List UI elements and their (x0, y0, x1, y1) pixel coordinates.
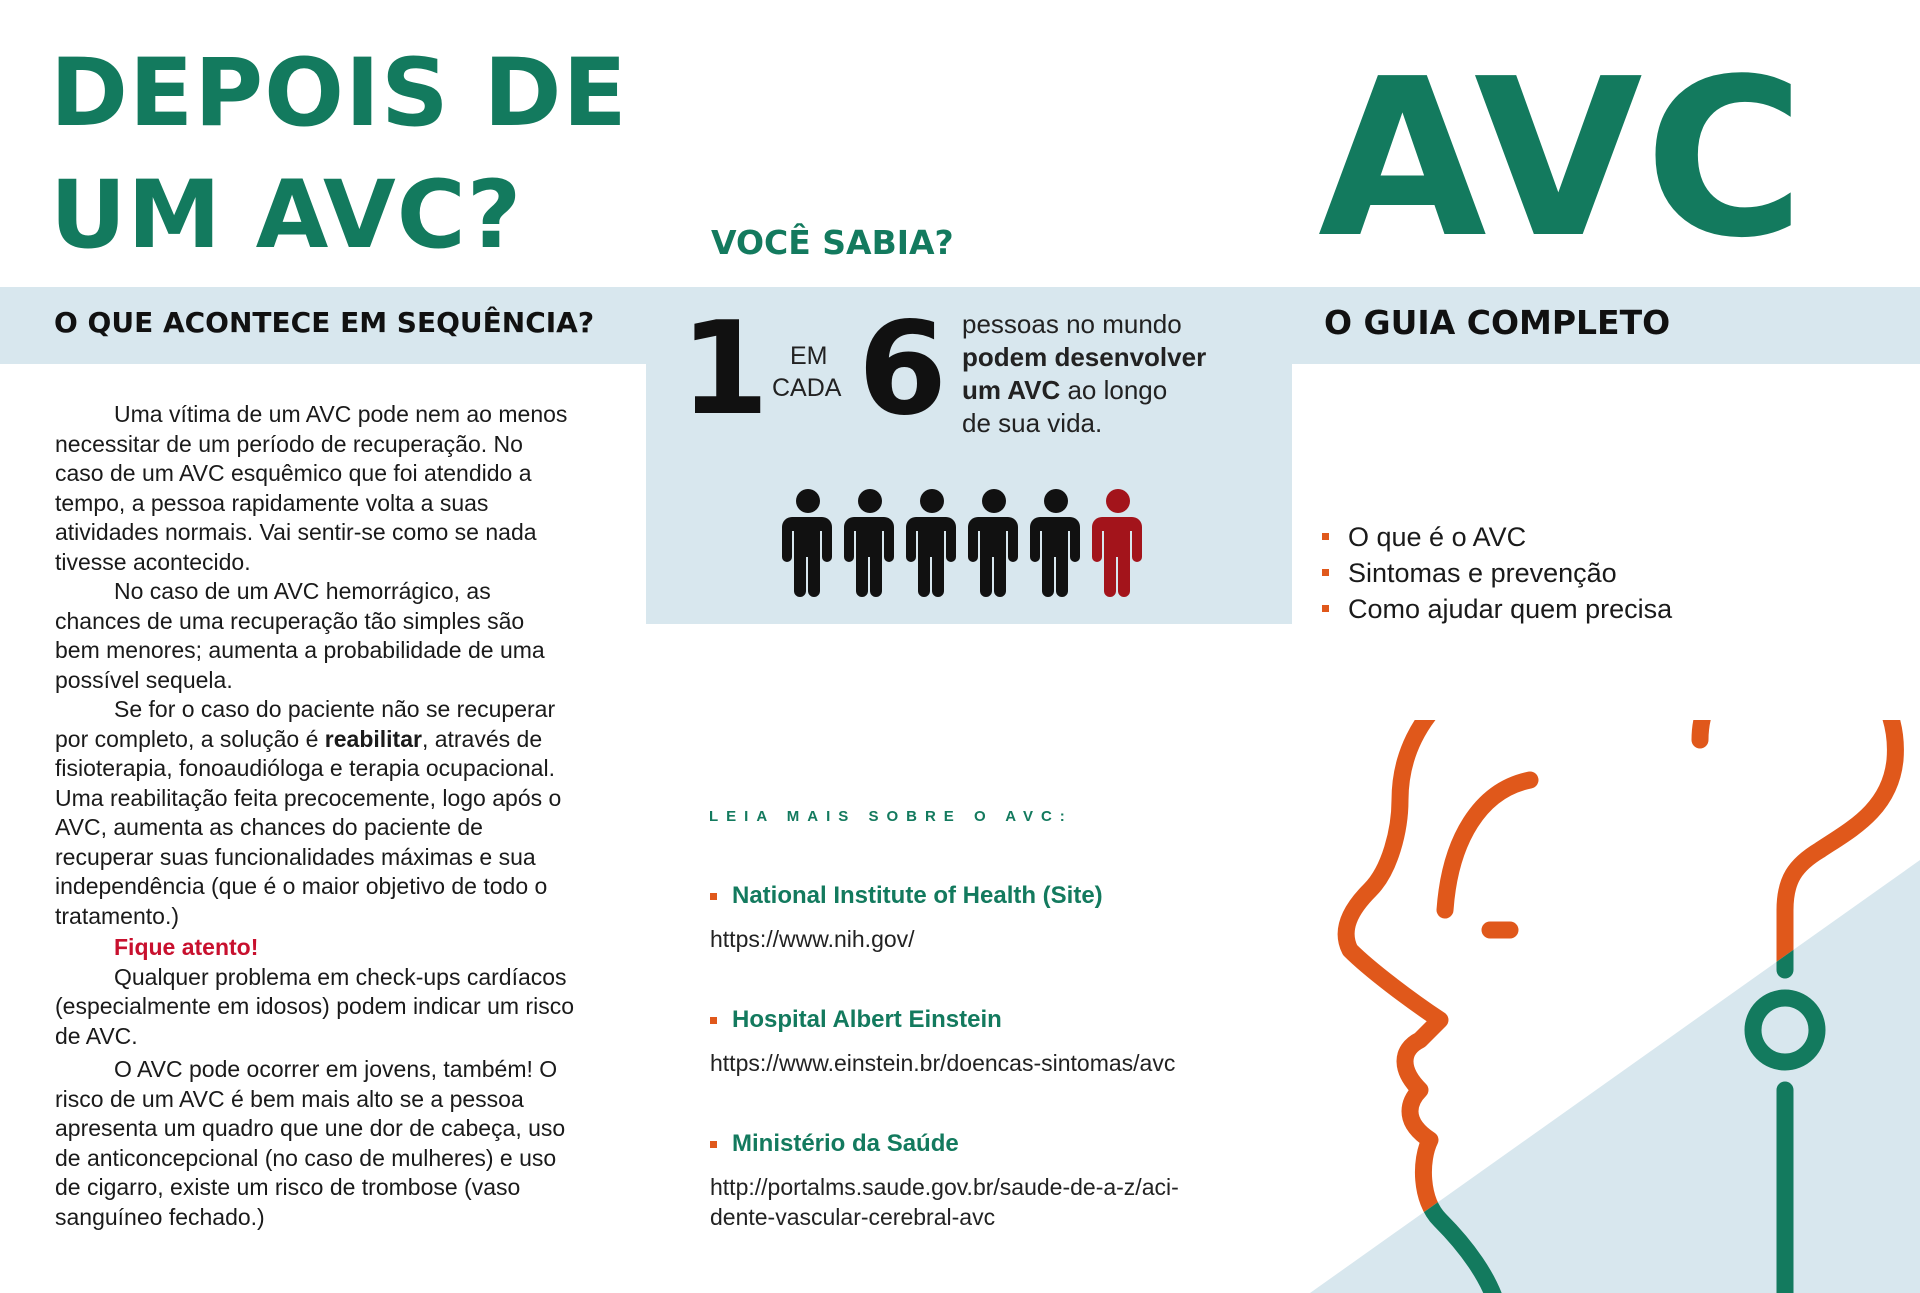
stat-text-bold2: um AVC (962, 375, 1061, 405)
link-title-einstein[interactable]: Hospital Albert Einstein (710, 1006, 1175, 1034)
rehab-text-after: , através de fisioterapia, fonoaudióloga e terapia ocupacional. Uma reabilitação feita precocemente, logo após o AVC, aumenta as chances do paciente de recuperar suas funcionalidades máximas e sua independência (que é o maior objetivo de todo o tratamento.) (55, 725, 562, 929)
link-url-ministerio[interactable] (710, 1172, 1179, 1232)
stat-text-line1: pessoas no mundo (962, 309, 1182, 339)
link-url-ministerio-line2: dente-vascular-cerebral-avc (710, 1204, 996, 1230)
right-big-title: AVC (1318, 33, 1807, 286)
right-subtitle: O GUIA COMPLETO (1324, 303, 1671, 342)
stat-text-line3 (962, 374, 1252, 407)
paragraph-rehab (55, 695, 575, 931)
stat-description (962, 308, 1252, 440)
guide-topic-item: Como ajudar quem precisa (1322, 591, 1672, 627)
paragraph-ischemic: Uma vítima de um AVC pode nem ao menos necessitar de um período de recuperação. No caso de um AVC esquêmico que foi atendido a tempo, a pessoa rapidamente volta a suas atividades normais. Vai sentir-se como se nada tivesse acontecido. (55, 401, 568, 575)
left-title-line2: UM AVC? (50, 161, 523, 270)
stat-number-one: 1 (680, 295, 770, 444)
link-block-2 (710, 1006, 1175, 1078)
person-icon-1 (782, 489, 832, 597)
guide-topic-item: Sintomas e prevenção (1322, 555, 1672, 591)
paragraph-young: O AVC pode ocorrer em jovens, também! O risco de um AVC é bem mais alto se a pessoa apresenta um quadro que une dor de cabeça, uso de anticoncepcional (no caso de mulheres) e uso de cigarro, existe um risco de trombose (vaso sanguíneo fechado.) (55, 1056, 566, 1230)
person-icon-3 (906, 489, 956, 597)
person-icon-6-highlight (1092, 489, 1142, 597)
stat-text-rest2: ao longo (1060, 375, 1168, 405)
link-url-nih[interactable]: https://www.nih.gov/ (710, 926, 915, 952)
rehab-text-before: Se for o caso do paciente não se recuperar por completo, a solução é (55, 696, 556, 752)
guide-topics-list (1322, 519, 1672, 627)
people-icons (780, 487, 1160, 597)
stat-number-six: 6 (858, 295, 948, 444)
person-icon-2 (844, 489, 894, 597)
paragraph-hemorrhagic: No caso de um AVC hemorrágico, as chances de uma recuperação tão simples são bem menores; aumenta a probabilidade de uma possível sequela. (55, 578, 545, 693)
stat-text-line4: de sua vida. (962, 408, 1103, 438)
link-url-ministerio-line1: http://portalms.saude.gov.br/saude-de-a-z/aci- (710, 1174, 1179, 1200)
link-title-nih[interactable]: National Institute of Health (Site) (710, 882, 1103, 910)
read-more-label: LEIA MAIS SOBRE O AVC: (709, 808, 1073, 825)
paragraph-checkups: Qualquer problema em check-ups cardíacos (especialmente em idosos) podem indicar um risco de AVC. (55, 963, 574, 1049)
person-icon-5 (1030, 489, 1080, 597)
person-icon-4 (968, 489, 1018, 597)
head-illustration (1280, 720, 1920, 1293)
left-subtitle: O QUE ACONTECE EM SEQUÊNCIA? (54, 306, 595, 339)
stat-cada: CADA (772, 374, 842, 402)
link-block-1 (710, 882, 1103, 954)
rehab-bold: reabilitar (324, 725, 422, 752)
warning-heading: Fique atento! (114, 934, 259, 960)
stat-em: EM (790, 342, 828, 370)
left-body-text (55, 400, 575, 1232)
guide-topic-item: O que é o AVC (1322, 519, 1672, 555)
link-block-3 (710, 1130, 1179, 1232)
left-title-line1: DEPOIS DE (50, 39, 628, 148)
stat-text-bold1: podem desenvolver (962, 342, 1207, 372)
voce-sabia-heading: VOCÊ SABIA? (711, 223, 954, 262)
stat-text-line2 (962, 341, 1252, 374)
link-url-einstein[interactable]: https://www.einstein.br/doencas-sintomas/avc (710, 1050, 1176, 1076)
link-title-ministerio[interactable]: Ministério da Saúde (710, 1130, 1179, 1158)
